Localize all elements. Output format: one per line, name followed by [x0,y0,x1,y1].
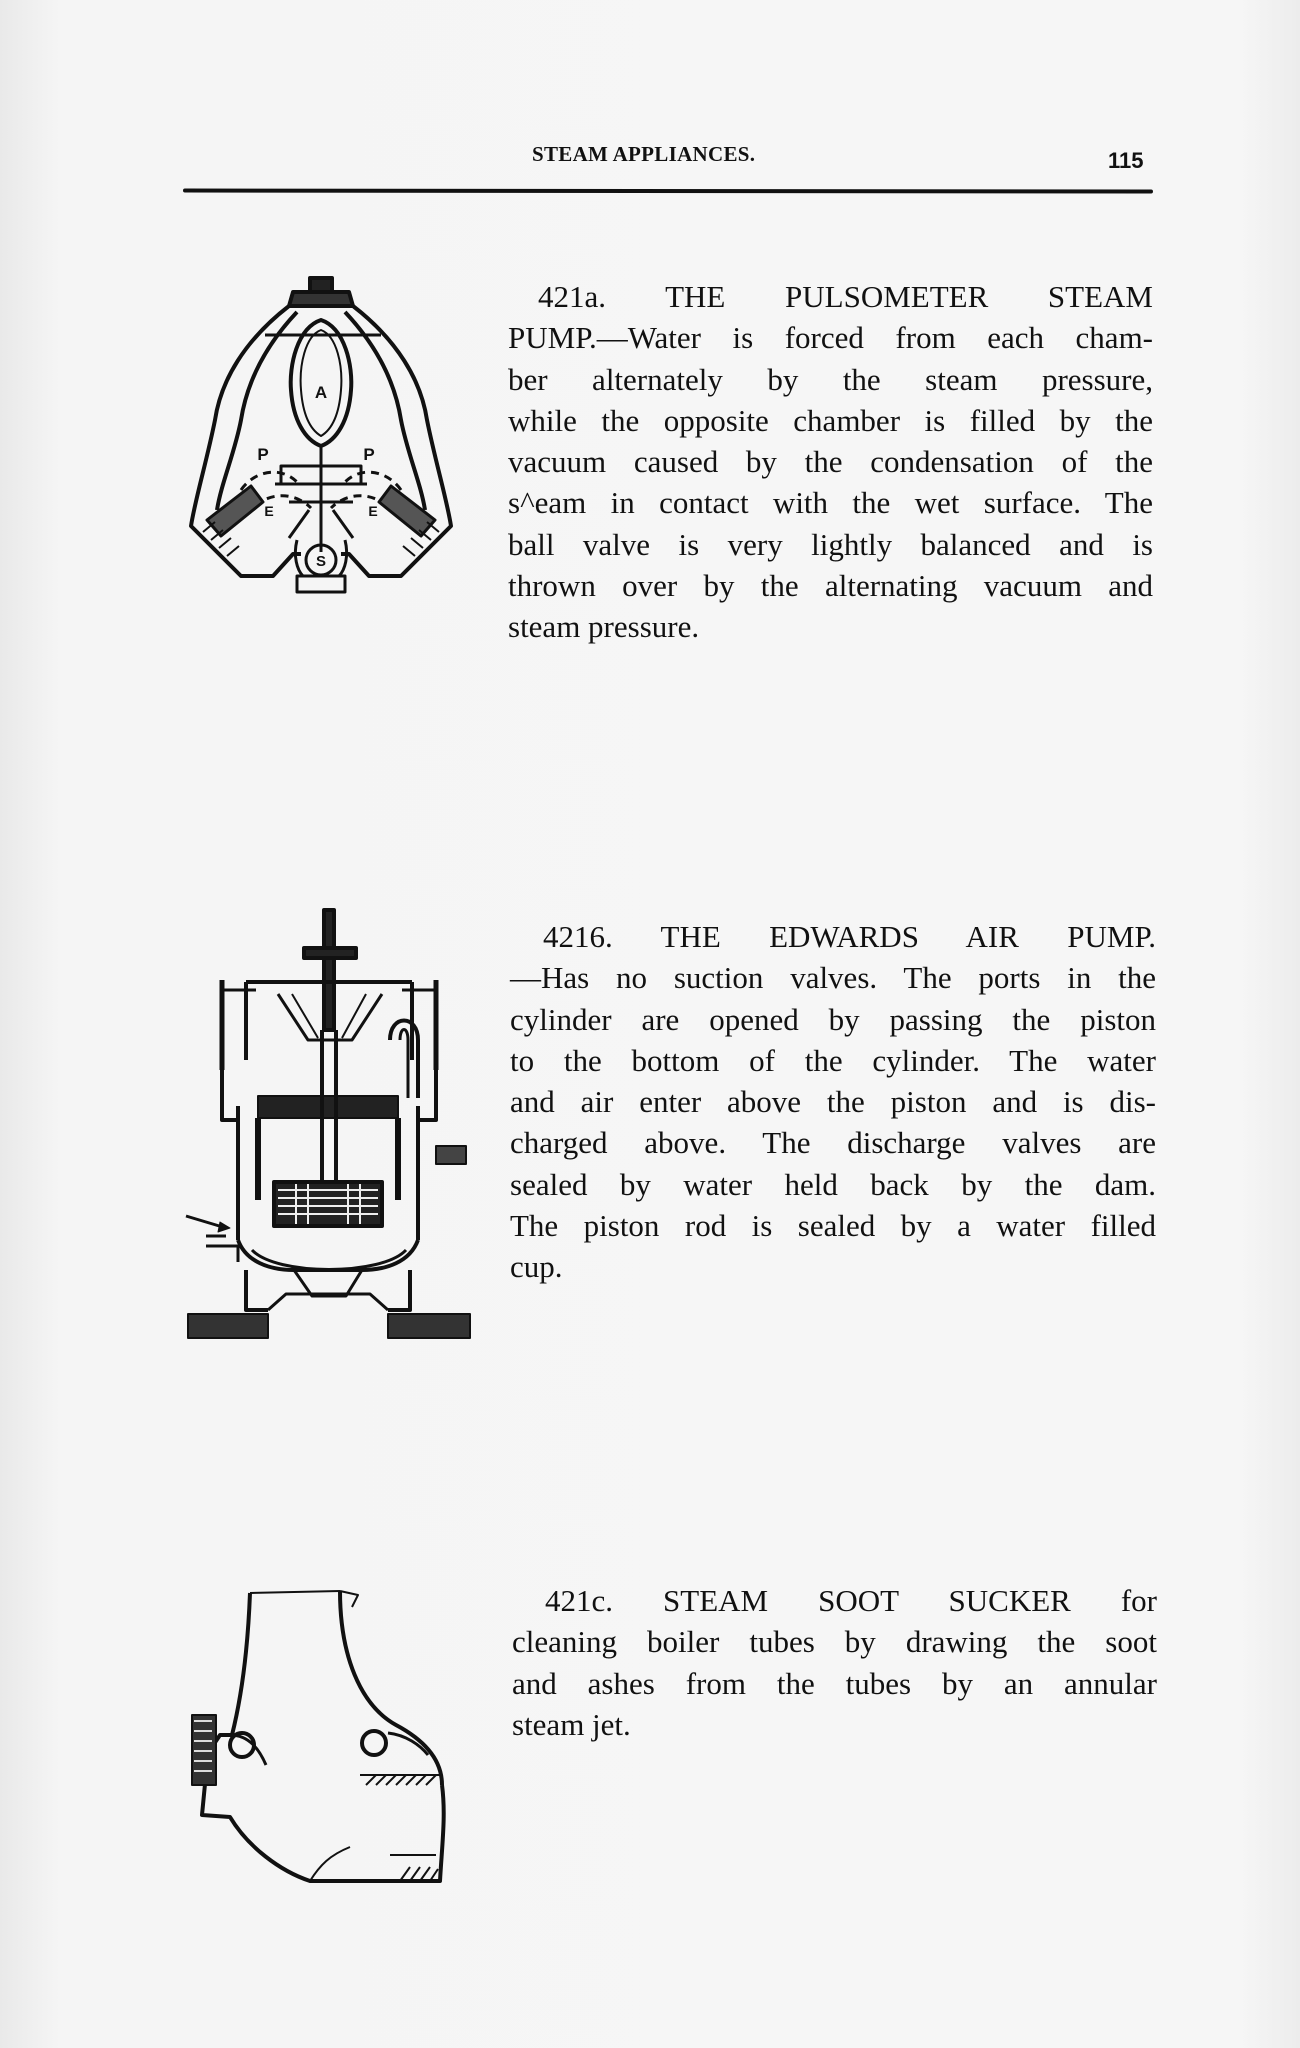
figure-label-a: A [314,383,328,402]
text-line: sealed by water held back by the dam. [510,1166,1156,1202]
text-line: s^eam in contact with the wet surface. The [508,485,1153,521]
figure-label-e-right: E [368,503,378,519]
text-line: charged above. The discharge valves are [510,1125,1156,1161]
text-line: while the opposite chamber is filled by the [508,402,1153,438]
text-line: steam jet. [512,1706,631,1742]
text-line: to the bottom of the cylinder. The water [510,1042,1156,1078]
text-line: cup. [510,1249,563,1285]
text-line: and air enter above the piston and is dis- [510,1084,1156,1120]
steam-soot-sucker-figure [190,1585,460,1885]
figure-label-p-right: P [363,445,375,464]
text-line: 4216. THE EDWARDS AIR PUMP. [543,919,1156,954]
pulsometer-pump-figure [185,270,465,600]
text-line: cleaning boiler tubes by drawing the soot [512,1624,1157,1660]
page-number: 115 [1108,148,1144,173]
text-line: ball valve is very lightly balanced and is [508,526,1153,562]
figure-label-s: S [315,553,327,570]
running-header: STEAM APPLIANCES. [532,142,756,166]
text-line: cylinder are opened by passing the piston [510,1001,1156,1037]
edwards-air-pump-figure [186,910,466,1345]
text-line: thrown over by the alternating vacuum and [508,568,1153,604]
section-pulsometer-text [508,276,1153,648]
text-line: ber alternately by the steam pressure, [508,361,1153,397]
text-line: PUMP.—Water is forced from each cham- [508,320,1153,356]
text-line: 421c. STEAM SOOT SUCKER for [545,1583,1157,1618]
text-line: steam pressure. [508,609,700,645]
text-line: The piston rod is sealed by a water filled [510,1208,1156,1244]
section-soot-sucker-text [512,1580,1157,1745]
header-rule [183,188,1153,193]
section-edwards-text [510,916,1156,1288]
figure-label-p-left: P [257,445,269,464]
text-line: 421a. THE PULSOMETER STEAM [538,279,1153,314]
text-line: and ashes from the tubes by an annular [512,1665,1157,1701]
text-line: —Has no suction valves. The ports in the [510,960,1156,996]
text-line: vacuum caused by the condensation of the [508,444,1153,480]
figure-label-e-left: E [264,503,274,519]
